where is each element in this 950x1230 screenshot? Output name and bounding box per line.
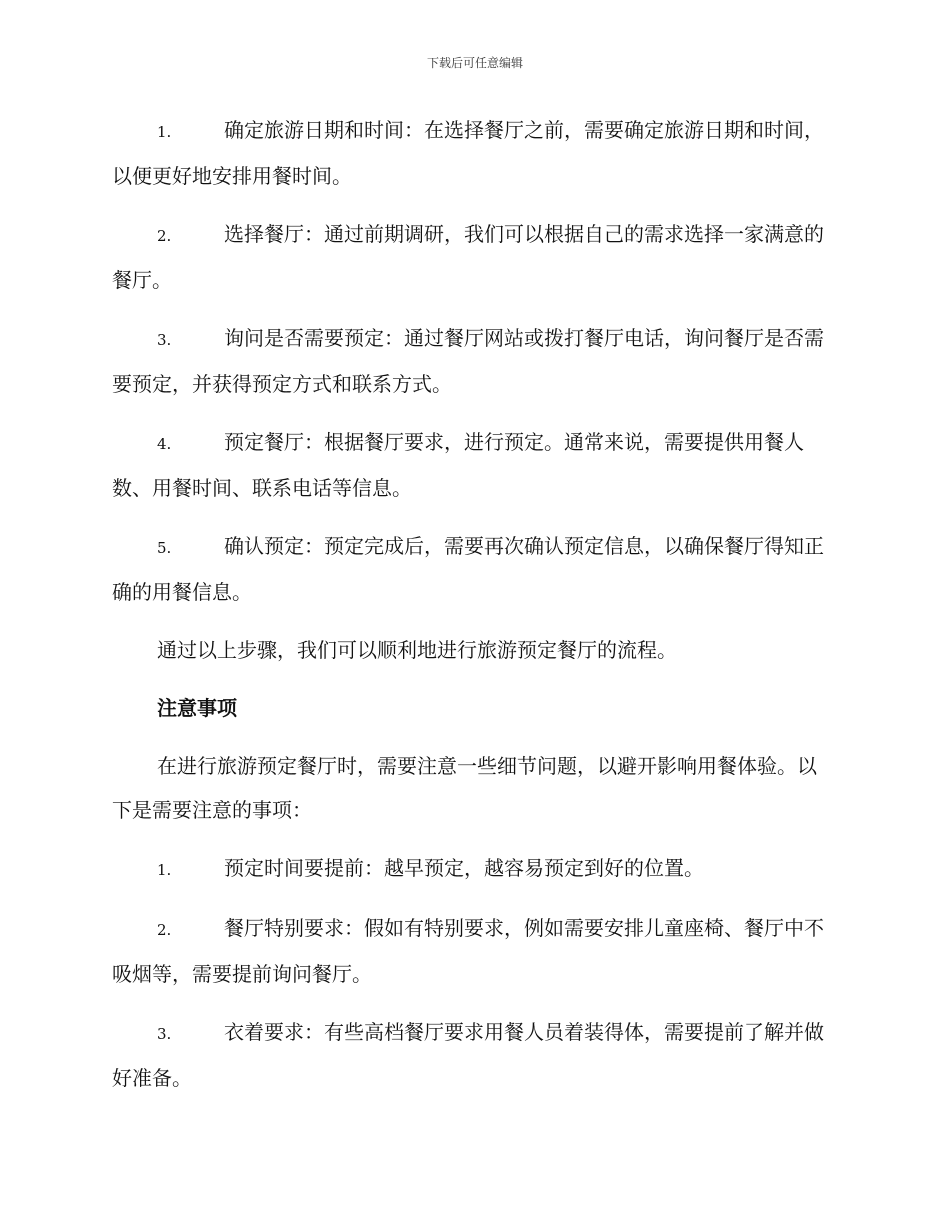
list-item bbox=[112, 524, 834, 614]
list-number: 1. bbox=[157, 861, 172, 879]
list-text: 餐厅特别要求：假如有特别要求，例如需要安排儿童座椅、餐厅中不吸烟等，需要提前询问餐厅。 bbox=[112, 916, 824, 986]
document-body bbox=[112, 108, 834, 1114]
list-number: 4. bbox=[157, 435, 172, 453]
list-item bbox=[112, 316, 834, 406]
list-text: 衣着要求：有些高档餐厅要求用餐人员着装得体，需要提前了解并做好准备。 bbox=[112, 1020, 824, 1090]
list-text: 确定旅游日期和时间：在选择餐厅之前，需要确定旅游日期和时间，以便更好地安排用餐时间。 bbox=[112, 118, 824, 188]
list-number: 2. bbox=[157, 227, 172, 245]
summary-paragraph: 通过以上步骤，我们可以顺利地进行旅游预定餐厅的流程。 bbox=[157, 638, 677, 662]
list-item bbox=[112, 212, 834, 302]
notes-intro-paragraph: 在进行旅游预定餐厅时，需要注意一些细节问题，以避开影响用餐体验。以下是需要注意的事项： bbox=[112, 754, 817, 822]
list-text: 确认预定：预定完成后，需要再次确认预定信息，以确保餐厅得知正确的用餐信息。 bbox=[112, 534, 824, 604]
list-number: 2. bbox=[157, 921, 172, 939]
section-heading: 注意事项 bbox=[157, 696, 237, 720]
list-item bbox=[112, 108, 834, 198]
list-text: 选择餐厅：通过前期调研，我们可以根据自己的需求选择一家满意的餐厅。 bbox=[112, 222, 824, 292]
list-item bbox=[112, 846, 834, 892]
list-item bbox=[112, 420, 834, 510]
list-text: 预定时间要提前：越早预定，越容易预定到好的位置。 bbox=[224, 856, 704, 880]
list-number: 3. bbox=[157, 331, 172, 349]
list-item bbox=[112, 906, 834, 996]
list-text: 预定餐厅：根据餐厅要求，进行预定。通常来说，需要提供用餐人数、用餐时间、联系电话等信息。 bbox=[112, 430, 804, 500]
list-item bbox=[112, 1010, 834, 1100]
list-text: 询问是否需要预定：通过餐厅网站或拨打餐厅电话，询问餐厅是否需要预定，并获得预定方式和联系方式。 bbox=[112, 326, 824, 396]
list-number: 3. bbox=[157, 1025, 172, 1043]
list-number: 1. bbox=[157, 123, 172, 141]
list-number: 5. bbox=[157, 539, 172, 557]
page-header: 下载后可任意编辑 bbox=[426, 56, 523, 70]
